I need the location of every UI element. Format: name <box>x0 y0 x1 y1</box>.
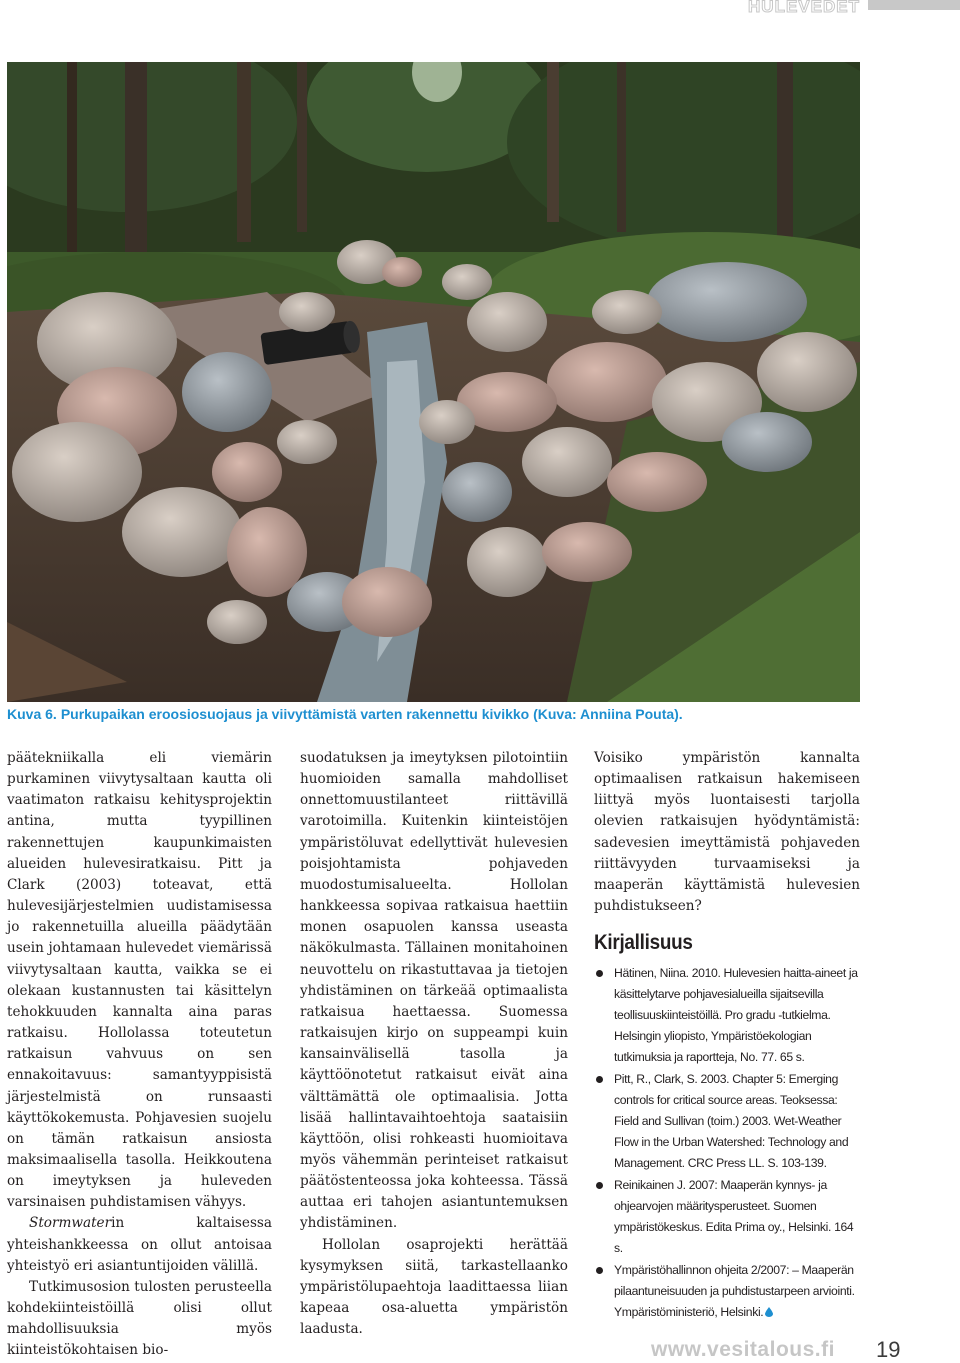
col1-paragraph-2-rest: in kaltaisessa yhteishankkeessa on ollut antoisaa yhteistyö eri asiantuntijoiden välillä. <box>7 1215 272 1274</box>
reference-text: Ympäristöhallinnon ohjeita 2/2007: – Maaperän pilaantuneisuuden ja puhdistustarpeen arviointi. Ympäristöministeriö, Helsinki. <box>614 1263 855 1320</box>
stormwater-emphasis: Stormwater <box>29 1215 112 1232</box>
references-heading: Kirjallisuus <box>594 931 693 955</box>
text-column-1 <box>7 748 272 1362</box>
forest-stone-photo <box>7 62 860 702</box>
col1-paragraph-1: päätekniikalla eli viemärin purkaminen viivytysaltaan kautta oli vaatimaton ratkaisu kehitysprojektin antina, mutta tyypillinen rakennettujen kaupunkimaisten alueiden hulevesiratkaisu. Pitt ja Clark (2003) toteavat, että hulevesijärjestelmien uudistamisessa jo rakennetuilla alueilla päädytään usein johtamaan hulevedet viemärissä viivytysaltaan kautta, vaikka se ei olekaan kustannusten tai käsittelyn tehokkuuden kannalta aina paras ratkaisu. Hollolassa toteutetun ratkaisun vahvuus on sen ennakoitavuus: samantyyppisistä järjestelmistä on runsaasti käyttökokemusta. Pohjavesien suojelu on tämän ratkaisun ansiosta maksimaalisella tasolla. Heikkoutena on imeytyksen ja huleveden varsinaisen puhdistamisen vähyys. <box>7 750 272 1211</box>
col1-paragraph-3: Tutkimusosion tulosten perusteella kohdekiinteistöillä olisi ollut mahdollisuuksia myös kiinteistökohtaisen bio- <box>7 1278 272 1359</box>
photo-caption <box>7 706 867 722</box>
col1-paragraph-2 <box>7 1213 272 1276</box>
section-tag: HULEVEDET <box>748 0 860 16</box>
caption-label: Kuva 6. <box>7 706 57 722</box>
reference-item <box>594 963 860 1068</box>
reference-item <box>594 1260 860 1323</box>
text-column-2 <box>300 748 568 1340</box>
page-number: 19 <box>876 1337 901 1362</box>
bullet-icon <box>596 970 603 977</box>
col2-paragraph-1: suodatuksen ja imeytyksen pilotointiin huomioiden samalla mahdolliset onnettomuustilanteet riittävillä varotoimilla. Kuitenkin kiinteistöjen ympäristöluvat edellyttivät hulevesien poisjohtamista pohjaveden muodostumisalueelta. Hollolan hankkeessa sopivaa ratkaisua haettiin monen osapuolen kanssa useasta näkökulmasta. Tällainen monitahoinen neuvottelu on rikastuttavaa ja tietojen yhdistäminen on tärkeää optimaalista ratkaisua haettaessa. Suomessa ratkaisujen kirjo on suppeampi kuin kansainvälisellä tasolla ja käyttöönotetut ratkaisut eivät aina välttämättä ole optimaalisia. Jotta lisää hallintavaihtoehtoja saataisiin käyttöön, olisi rohkeasti huomioitava myös vähemmän perinteiset ratkaisut päätöstenteossa joka kohteessa. Tässä auttaa eri tahojen asiantuntemuksen yhdistäminen. <box>300 750 568 1232</box>
col3-paragraph-1: Voisiko ympäristön kannalta optimaalisen ratkaisun hakemiseen liittyä myös luontaisesti tarjolla olevien ratkaisujen hyödyntämistä: sadevesien imeyttämistä pohjaveden riittävyyden turvaamiseksi ja maaperän käyttämistä hulevesien puhdistukseen? <box>594 750 860 915</box>
header-bar <box>868 0 960 10</box>
reference-item <box>594 1069 860 1174</box>
water-drop-icon <box>765 1307 773 1317</box>
col2-paragraph-2: Hollolan osaprojekti herättää kysymyksen siitä, tarkastellaanko ympäristölupaehtoja laadittaessa liian kapeaa osa-aluetta ympäristön laadusta. <box>300 1236 568 1338</box>
text-column-3 <box>594 748 860 1324</box>
bullet-icon <box>596 1182 603 1189</box>
footer-url[interactable]: www.vesitalous.fi <box>651 1338 835 1361</box>
caption-text: Purkupaikan eroosiosuojaus ja viivyttämistä varten rakennettu kivikko (Kuva: Anniina Pouta). <box>60 706 683 722</box>
bullet-icon <box>596 1076 603 1083</box>
reference-item <box>594 1175 860 1259</box>
references-list <box>594 963 860 1323</box>
reference-text: Pitt, R., Clark, S. 2003. Chapter 5: Emerging controls for critical source areas. Teoksessa: Field and Sullivan (toim.) 2003. Wet-Weather Flow in the Urban Watershed: Technology and Management. CRC Press LL. S. 103-139. <box>614 1072 849 1171</box>
reference-text: Hätinen, Niina. 2010. Hulevesien haitta-aineet ja käsittelytarve pohjavesialueilla sijaitsevilla teollisuuskiinteistöillä. Pro gradu -tutkielma. Helsingin yliopisto, Ympäristöekologian tutkimuksia ja raportteja, No. 77. 65 s. <box>614 966 858 1065</box>
bullet-icon <box>596 1267 603 1274</box>
reference-text: Reinikainen J. 2007: Maaperän kynnys- ja ohjearvojen määritysperusteet. Suomen ympäristökeskus. Edita Prima oy., Helsinki. 164 s. <box>614 1178 854 1256</box>
